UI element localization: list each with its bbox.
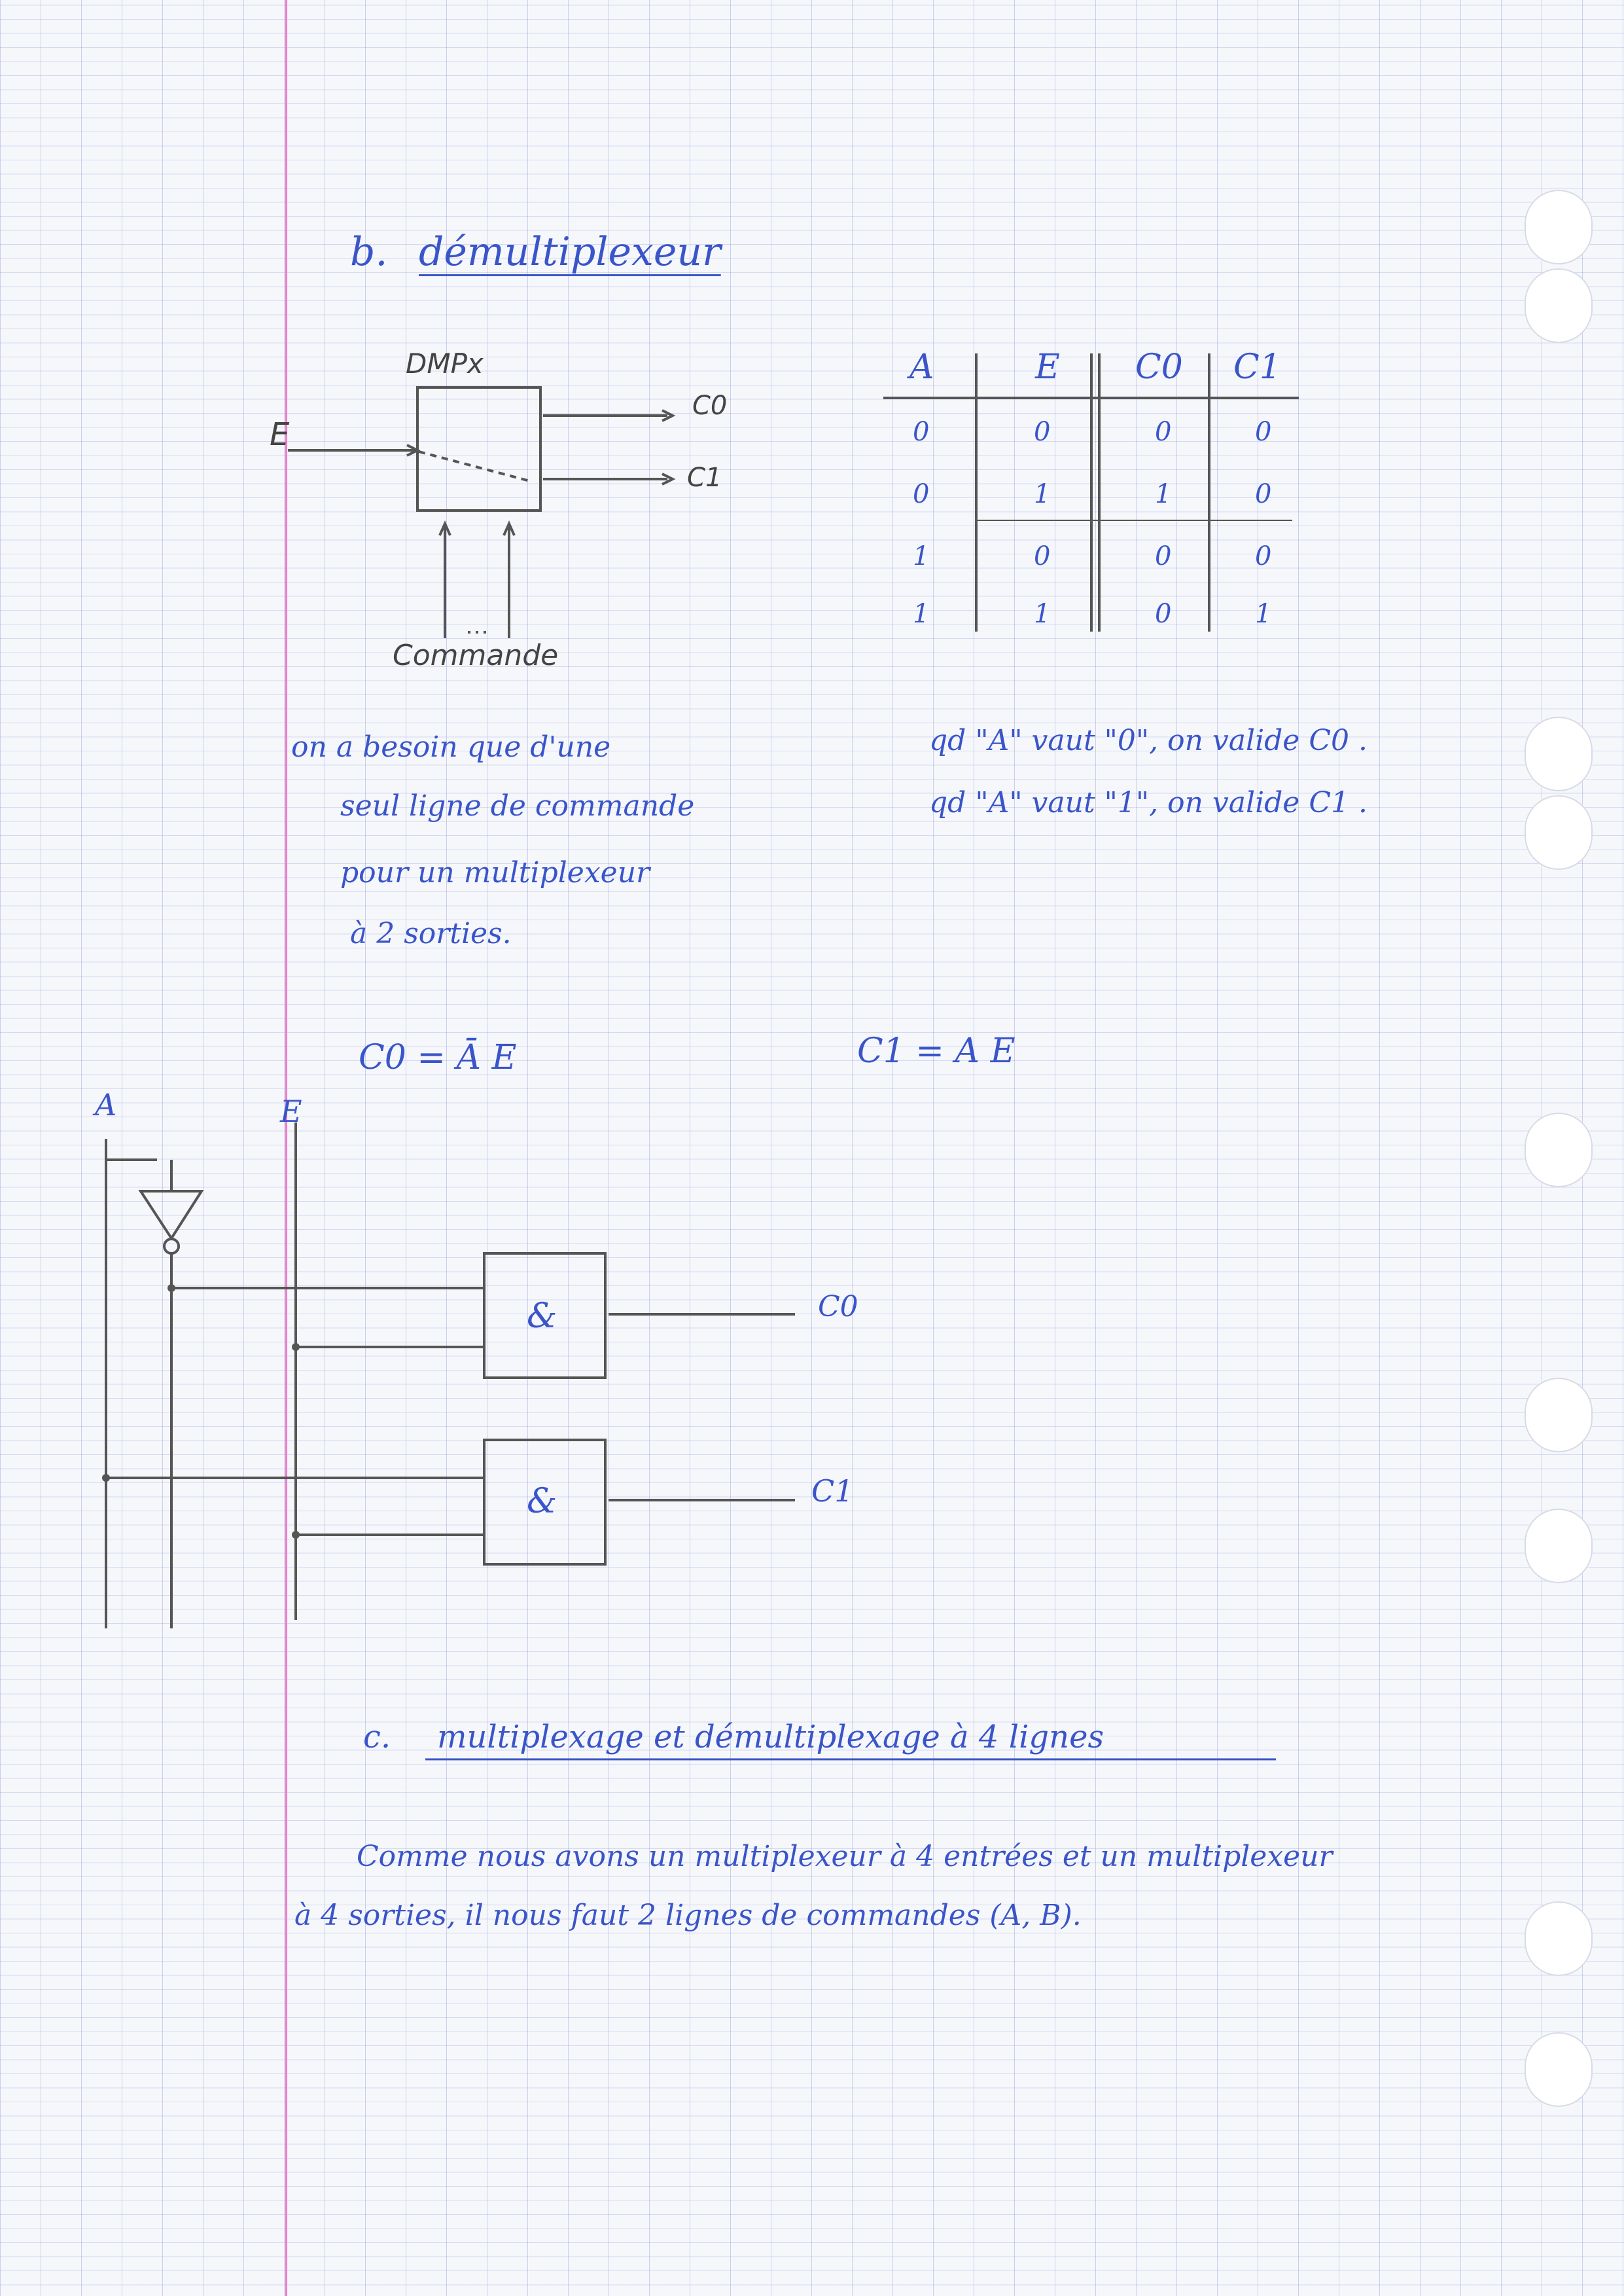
- table-cell: 0: [913, 479, 930, 509]
- dmpx-block: [417, 387, 540, 511]
- section-c-title: multiplexage et démultiplexage à 4 lignes: [437, 1719, 1104, 1755]
- equation-c0: C0 = Ā E: [359, 1038, 517, 1077]
- table-cell: 1: [1255, 599, 1272, 629]
- note-left-line-2: seul ligne de commande: [340, 789, 695, 823]
- section-c-number: c.: [363, 1719, 391, 1755]
- dmpx-switch: [419, 452, 530, 481]
- table-cell: 1: [913, 599, 930, 629]
- not-gate: [141, 1191, 202, 1238]
- section-b-title: démultiplexeur: [419, 229, 721, 275]
- section-b-number: b.: [350, 229, 388, 275]
- not-bubble: [164, 1239, 179, 1253]
- table-cell: 0: [913, 417, 930, 447]
- circuit-label-e: E: [280, 1094, 302, 1129]
- and-gate-c0-symbol: &: [527, 1297, 557, 1336]
- dmpx-input-label: E: [270, 416, 290, 453]
- command-label: Commande: [393, 639, 559, 672]
- dmpx-output-c1-label: C1: [687, 463, 722, 493]
- table-cell: 0: [1034, 541, 1051, 571]
- table-cell: 0: [1034, 417, 1051, 447]
- table-header-c1: C1: [1233, 348, 1281, 387]
- dmpx-output-c0-label: C0: [692, 391, 728, 421]
- note-right-line-1: qd "A" vaut "0", on valide C0 .: [929, 724, 1368, 757]
- junction-dot: [102, 1474, 110, 1482]
- dmpx-label: DMPx: [406, 348, 484, 380]
- note-left-line-4: à 2 sorties.: [350, 917, 512, 950]
- table-cell: 0: [1255, 541, 1272, 571]
- table-header-e: E: [1035, 348, 1060, 387]
- table-cell: 1: [1155, 479, 1172, 509]
- circuit-output-c0: C0: [818, 1290, 858, 1323]
- junction-dot: [292, 1343, 300, 1351]
- note-right-line-2: qd "A" vaut "1", on valide C1 .: [929, 786, 1368, 819]
- circuit-output-c1: C1: [811, 1473, 854, 1509]
- junction-dot: [168, 1284, 175, 1292]
- junction-dot: [292, 1531, 300, 1539]
- section-c-line-1: Comme nous avons un multiplexeur à 4 entrées et un multiplexeur: [357, 1840, 1333, 1873]
- note-left-line-3: pour un multiplexeur: [340, 856, 650, 889]
- equation-c1: C1 = A E: [857, 1031, 1015, 1071]
- table-header-c0: C0: [1135, 348, 1183, 387]
- table-cell: 0: [1255, 479, 1272, 509]
- and-gate-c1-symbol: &: [527, 1482, 557, 1521]
- circuit-label-a: A: [95, 1087, 117, 1122]
- table-cell: 1: [913, 541, 930, 571]
- table-cell: 0: [1255, 417, 1272, 447]
- table-cell: 1: [1034, 599, 1051, 629]
- table-cell: 0: [1155, 599, 1172, 629]
- table-cell: 1: [1034, 479, 1051, 509]
- note-left-line-1: on a besoin que d'une: [291, 730, 611, 764]
- table-cell: 0: [1155, 541, 1172, 571]
- table-cell: 0: [1155, 417, 1172, 447]
- section-c-line-2: à 4 sorties, il nous faut 2 lignes de commandes (A, B).: [294, 1899, 1082, 1932]
- table-header-a: A: [909, 348, 934, 387]
